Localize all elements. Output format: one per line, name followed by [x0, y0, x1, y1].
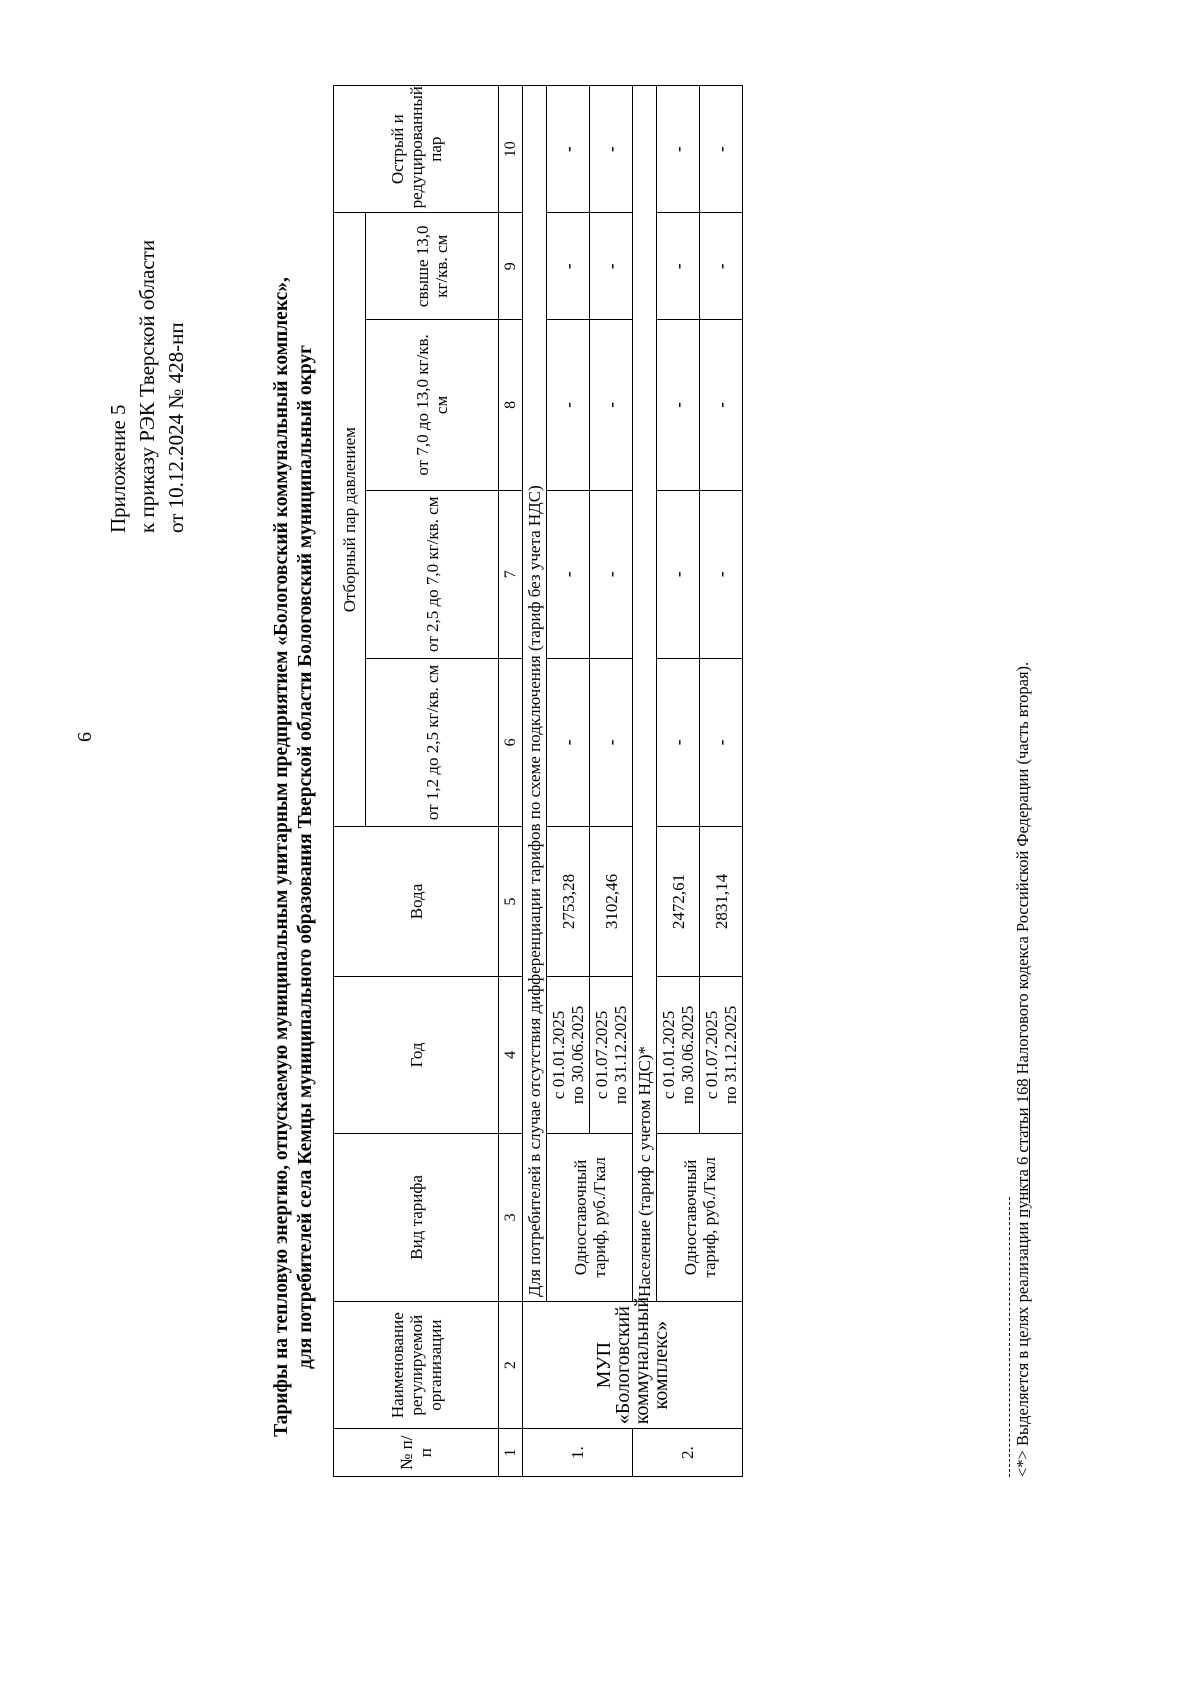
header-org: Наименование регулируемой организации [334, 1302, 499, 1429]
steam-value: - [657, 490, 700, 658]
column-number: 3 [499, 1133, 523, 1301]
column-number: 1 [499, 1429, 523, 1477]
steam-value: - [657, 213, 700, 320]
header-steam-4: свыше 13,0 кг/кв. см [366, 213, 499, 320]
period: с 01.07.2025 по 31.12.2025 [590, 977, 633, 1134]
document-title [270, 277, 318, 1437]
appendix-line: от 10.12.2024 № 428-нп [164, 322, 188, 533]
steam-value: - [590, 490, 633, 658]
title-line: для потребителей села Кемцы муниципального образования Тверской области Бологовский муниципальный округ [295, 344, 316, 1370]
water-value: 2472,61 [657, 827, 700, 977]
water-value: 3102,46 [590, 827, 633, 977]
header-steam-2: от 2,5 до 7,0 кг/кв. см [366, 490, 499, 658]
sharp-steam-value: - [657, 86, 700, 213]
header-sharp-steam: Острый и редуцированный пар [334, 86, 499, 213]
sharp-steam-value: - [590, 86, 633, 213]
steam-value: - [547, 213, 590, 320]
footnote-law-reference[interactable]: пункта 6 статьи 168 [1013, 1078, 1032, 1218]
column-number: 6 [499, 658, 523, 826]
column-number: 8 [499, 320, 523, 490]
column-number: 2 [499, 1302, 523, 1429]
steam-value: - [700, 320, 743, 490]
footnote-separator [1009, 1197, 1010, 1477]
appendix-line: Приложение 5 [106, 404, 130, 533]
header-water: Вода [334, 827, 499, 977]
appendix-header [104, 240, 191, 533]
steam-value: - [590, 658, 633, 826]
page-number: 6 [74, 732, 96, 742]
row-number: 2. [633, 1429, 743, 1477]
sharp-steam-value: - [547, 86, 590, 213]
column-number: 5 [499, 827, 523, 977]
section-title: Население (тариф с учетом НДС)* [633, 86, 657, 1302]
header-year: Год [334, 977, 499, 1134]
sharp-steam-value: - [700, 86, 743, 213]
row-number: 1. [523, 1429, 633, 1477]
header-steam-3: от 7,0 до 13,0 кг/кв. см [366, 320, 499, 490]
period: с 01.07.2025 по 31.12.2025 [700, 977, 743, 1134]
rotated-document-sheet [52, 75, 1042, 1595]
column-number-row [499, 86, 523, 1477]
column-number: 7 [499, 490, 523, 658]
steam-value: - [700, 490, 743, 658]
water-value: 2753,28 [547, 827, 590, 977]
tariff-table [333, 85, 743, 1477]
column-number: 9 [499, 213, 523, 320]
steam-value: - [657, 658, 700, 826]
table-row [547, 86, 590, 1477]
appendix-line: к приказу РЭК Тверской области [135, 239, 159, 533]
steam-value: - [700, 658, 743, 826]
section-title: Для потребителей в случае отсутствия дифференциации тарифов по схеме подключения (тариф без учета НДС) [523, 86, 547, 1302]
column-number: 10 [499, 86, 523, 213]
section-row [633, 86, 657, 1477]
period: с 01.01.2025 по 30.06.2025 [547, 977, 590, 1134]
tariff-type: Одноставочный тариф, руб./Гкал [657, 1133, 743, 1301]
period: с 01.01.2025 по 30.06.2025 [657, 977, 700, 1134]
header-row [334, 86, 366, 1477]
header-steam-group: Отборный пар давлением [334, 213, 366, 827]
column-number: 4 [499, 977, 523, 1134]
water-value: 2831,14 [700, 827, 743, 977]
header-num: № п/п [334, 1429, 499, 1477]
organization-name: МУП «Бологовский коммунальный комплекс» [523, 1302, 743, 1429]
header-tariff-type: Вид тарифа [334, 1133, 499, 1301]
table-row [657, 86, 700, 1477]
section-row [523, 86, 547, 1477]
steam-value: - [547, 320, 590, 490]
header-steam-1: от 1,2 до 2,5 кг/кв. см [366, 658, 499, 826]
steam-value: - [700, 213, 743, 320]
steam-value: - [657, 320, 700, 490]
steam-value: - [547, 490, 590, 658]
steam-value: - [547, 658, 590, 826]
steam-value: - [590, 320, 633, 490]
tariff-type: Одноставочный тариф, руб./Гкал [547, 1133, 633, 1301]
steam-value: - [590, 213, 633, 320]
title-line: Тарифы на тепловую энергию, отпускаемую муниципальным унитарным предприятием «Бологовский коммунальный комплекс», [271, 277, 292, 1437]
footnote: <*> Выделяется в целях реализации пункта 6 статьи 168 Налогового кодекса Российской Федерации (часть вторая). [1013, 661, 1032, 1477]
